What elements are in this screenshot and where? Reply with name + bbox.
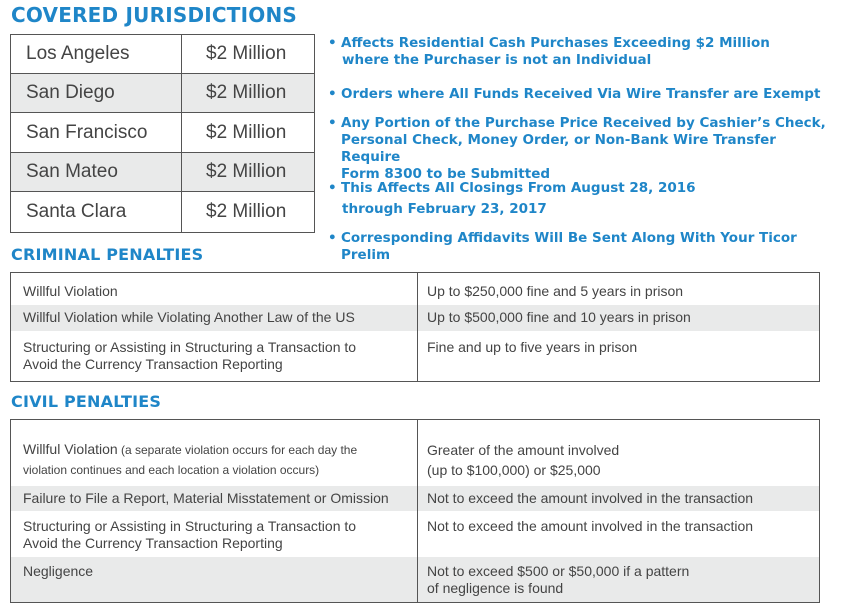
violation-cell: Failure to File a Report, Material Misstatement or Omission [11, 486, 418, 511]
jurisdiction-row [11, 35, 314, 74]
violation-cell: Willful Violation (a separate violation occurs for each day the violation continues and each location a violation occurs) [11, 420, 418, 486]
table-row [11, 557, 819, 602]
jurisdiction-row [11, 153, 314, 192]
penalty-cell: Fine and up to five years in prison [427, 339, 638, 355]
penalty-cell: Not to exceed the amount involved in the transaction [427, 518, 754, 534]
jurisdictions-table [10, 34, 315, 233]
jurisdiction-threshold: $2 Million [206, 82, 287, 103]
jurisdiction-threshold: $2 Million [206, 122, 287, 143]
jurisdiction-row [11, 113, 314, 153]
criminal-penalties-heading: CRIMINAL PENALTIES [11, 245, 204, 264]
jurisdiction-city: San Francisco [11, 113, 182, 152]
table-row [11, 486, 819, 511]
requirement-item [328, 86, 820, 103]
penalty-cell: Not to exceed the amount involved in the transaction [427, 490, 754, 506]
jurisdiction-city: San Mateo [11, 153, 182, 191]
jurisdiction-threshold: $2 Million [206, 161, 287, 182]
table-row [11, 420, 819, 486]
requirement-text: This Affects All Closings From August 28, 2016 through February 23, 2017 [341, 180, 696, 217]
requirement-text: Corresponding Affidavits Will Be Sent Along With Your Ticor Prelim [341, 230, 797, 263]
jurisdiction-threshold: $2 Million [206, 43, 287, 64]
table-row [11, 511, 819, 557]
criminal-penalties-table [10, 272, 820, 382]
requirement-item [328, 115, 838, 183]
penalty-cell: Up to $250,000 fine and 5 years in prison [427, 283, 684, 299]
requirement-text: Any Portion of the Purchase Price Received by Cashier’s Check, Personal Check, Money Order, or Non-Bank Wire Transfer Require Form 8300 to be Submitted [341, 115, 826, 182]
requirement-item [328, 230, 838, 264]
bullet-icon: • [328, 115, 337, 131]
penalty-cell: Greater of the amount involved (up to $100,000) or $25,000 [427, 442, 620, 478]
violation-cell: Willful Violation while Violating Another Law of the US [11, 305, 418, 331]
penalty-cell: Not to exceed $500 or $50,000 if a pattern of negligence is found [427, 563, 690, 596]
jurisdiction-row [11, 192, 314, 232]
bullet-icon: • [328, 180, 337, 196]
table-row [11, 331, 819, 381]
bullet-icon: • [328, 35, 337, 51]
civil-penalties-table [10, 419, 820, 603]
requirement-item [328, 180, 696, 218]
violation-cell: Willful Violation [11, 273, 418, 305]
table-row [11, 305, 819, 331]
requirement-text: Orders where All Funds Received Via Wire Transfer are Exempt [341, 86, 821, 102]
civil-penalties-heading: CIVIL PENALTIES [11, 392, 162, 411]
violation-cell: Negligence [11, 557, 418, 602]
penalty-cell: Up to $500,000 fine and 10 years in prison [427, 309, 691, 325]
table-row [11, 273, 819, 305]
bullet-icon: • [328, 230, 337, 246]
bullet-icon: • [328, 86, 337, 102]
jurisdiction-row [11, 74, 314, 113]
jurisdiction-city: Los Angeles [11, 35, 182, 73]
covered-jurisdictions-heading: COVERED JURISDICTIONS [11, 3, 297, 27]
requirement-item [328, 35, 770, 69]
jurisdiction-city: San Diego [11, 74, 182, 112]
requirement-text: Affects Residential Cash Purchases Exceeding $2 Million where the Purchaser is not an Individual [341, 35, 770, 68]
violation-cell: Structuring or Assisting in Structuring a Transaction to Avoid the Currency Transaction Reporting [11, 511, 418, 557]
jurisdiction-city: Santa Clara [11, 192, 182, 232]
violation-cell: Structuring or Assisting in Structuring a Transaction to Avoid the Currency Transaction Reporting [11, 331, 418, 381]
jurisdiction-threshold: $2 Million [206, 201, 287, 222]
